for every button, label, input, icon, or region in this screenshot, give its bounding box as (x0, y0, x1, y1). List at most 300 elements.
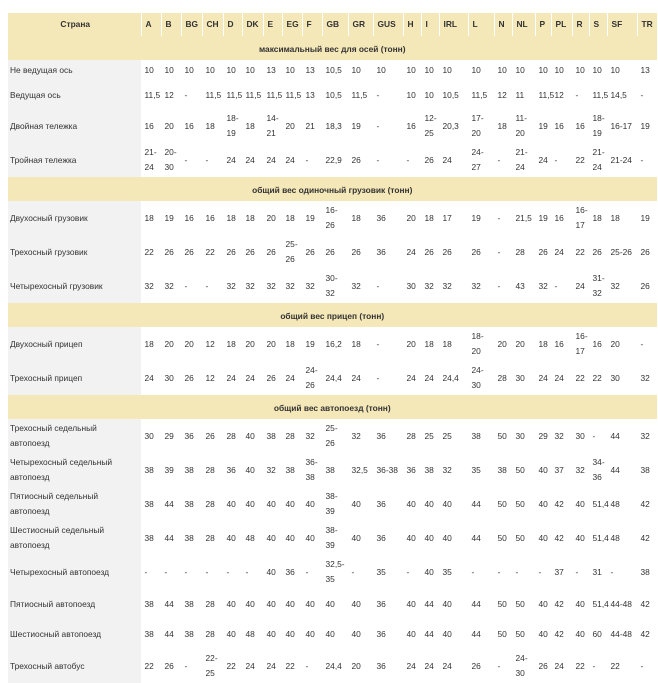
table-cell: 16 (551, 109, 572, 143)
table-cell: 16-17 (572, 327, 589, 361)
table-cell: 42 (637, 619, 657, 649)
table-cell: 40 (263, 555, 282, 589)
table-cell: 28 (494, 361, 512, 395)
table-cell: 10 (242, 60, 263, 81)
table-cell: - (494, 269, 512, 303)
table-cell: 18 (607, 201, 637, 235)
table-cell: 40 (421, 521, 439, 555)
table-cell: 18 (242, 201, 263, 235)
table-cell: 24,4 (439, 361, 468, 395)
table-cell: 38 (141, 453, 161, 487)
row-label: Трехосный автобус (8, 649, 141, 683)
table-cell: - (302, 143, 322, 177)
table-cell: - (373, 109, 403, 143)
section-header-row (8, 36, 657, 60)
table-cell: 40 (223, 487, 242, 521)
table-cell: 10 (282, 60, 302, 81)
table-cell: 38 (141, 487, 161, 521)
table-cell: - (637, 143, 657, 177)
table-cell: 21-24 (607, 143, 637, 177)
table-cell: 18 (421, 201, 439, 235)
table-cell: 28 (202, 487, 223, 521)
table-cell: 42 (637, 487, 657, 521)
table-cell: 44 (468, 619, 494, 649)
country-header-cell: L (468, 13, 494, 36)
row-label: Пятиосный автопоезд (8, 589, 141, 619)
table-cell: 18-19 (223, 109, 242, 143)
table-cell: 18,3 (322, 109, 348, 143)
table-cell: 24-30 (468, 361, 494, 395)
table-cell: 50 (494, 589, 512, 619)
table-cell: 50 (494, 619, 512, 649)
country-header-cell: R (572, 13, 589, 36)
table-cell: 24,4 (322, 361, 348, 395)
table-cell: 32 (348, 419, 373, 453)
table-row (8, 521, 657, 555)
table-cell: 44 (161, 589, 181, 619)
table-cell: 44 (421, 619, 439, 649)
table-cell: 36 (373, 487, 403, 521)
table-cell: 40 (223, 589, 242, 619)
country-header-cell: H (403, 13, 421, 36)
table-cell: 40 (439, 589, 468, 619)
table-cell: 50 (512, 521, 535, 555)
table-cell: 24 (439, 649, 468, 683)
table-cell: - (302, 555, 322, 589)
table-cell: - (589, 649, 607, 683)
table-cell: 30 (512, 419, 535, 453)
weights-table-container (8, 13, 653, 683)
table-cell: 18-20 (468, 327, 494, 361)
table-cell: 36-38 (373, 453, 403, 487)
table-cell: 22 (589, 361, 607, 395)
table-cell: 40 (535, 521, 551, 555)
table-row (8, 327, 657, 361)
table-cell: - (589, 419, 607, 453)
table-cell: 24 (421, 649, 439, 683)
table-cell: 30 (572, 419, 589, 453)
table-row (8, 60, 657, 81)
table-cell: 24 (535, 143, 551, 177)
table-cell: 40 (348, 619, 373, 649)
table-cell: 35 (373, 555, 403, 589)
table-cell: 10 (494, 60, 512, 81)
table-cell: 22 (572, 361, 589, 395)
table-cell: 24 (223, 361, 242, 395)
table-row (8, 419, 657, 453)
table-cell: 24 (141, 361, 161, 395)
table-cell: 28 (403, 419, 421, 453)
table-cell: 44 (468, 521, 494, 555)
table-cell: - (607, 555, 637, 589)
table-row (8, 555, 657, 589)
table-cell: 11,5 (141, 81, 161, 109)
table-cell: 50 (512, 589, 535, 619)
table-cell: 28 (202, 589, 223, 619)
table-cell: 11 (512, 81, 535, 109)
table-cell: 44-48 (607, 589, 637, 619)
table-cell: 26 (348, 235, 373, 269)
table-cell: 24 (242, 361, 263, 395)
table-cell: 32 (439, 269, 468, 303)
table-cell: 12 (202, 327, 223, 361)
country-header-cell: GR (348, 13, 373, 36)
table-cell: 36 (373, 589, 403, 619)
table-cell: 18-19 (589, 109, 607, 143)
table-cell: 22,9 (322, 143, 348, 177)
table-cell: 40 (572, 619, 589, 649)
table-cell: 20 (263, 201, 282, 235)
table-cell: 36 (373, 649, 403, 683)
table-cell: 20-30 (161, 143, 181, 177)
table-cell: 40 (242, 419, 263, 453)
table-cell: 40 (439, 487, 468, 521)
table-cell: 10 (403, 60, 421, 81)
row-label: Ведущая ось (8, 81, 141, 109)
table-cell: - (572, 81, 589, 109)
table-cell: 12 (202, 361, 223, 395)
table-cell: 18 (141, 201, 161, 235)
table-cell: - (161, 555, 181, 589)
table-cell: 32,5-35 (322, 555, 348, 589)
table-cell: 24-30 (512, 649, 535, 683)
table-cell: 36 (373, 419, 403, 453)
country-header-cell: F (302, 13, 322, 36)
table-cell: 26 (223, 235, 242, 269)
table-cell: 21-24 (589, 143, 607, 177)
table-cell: 26 (161, 235, 181, 269)
table-cell: - (373, 361, 403, 395)
table-cell: 42 (551, 619, 572, 649)
table-cell: - (373, 81, 403, 109)
table-cell: 38 (637, 555, 657, 589)
table-cell: - (202, 555, 223, 589)
table-row (8, 81, 657, 109)
table-cell: 18 (282, 327, 302, 361)
section-header-row (8, 303, 657, 327)
table-cell: - (494, 235, 512, 269)
table-cell: 16 (551, 201, 572, 235)
table-cell: 13 (637, 60, 657, 81)
table-cell: 24 (282, 143, 302, 177)
table-cell: 24 (403, 235, 421, 269)
table-cell: - (242, 555, 263, 589)
table-cell: 38 (421, 453, 439, 487)
table-cell: 32 (263, 453, 282, 487)
section-title: максимальный вес для осей (тонн) (8, 36, 657, 60)
table-cell: 42 (551, 487, 572, 521)
table-cell: 25-26 (322, 419, 348, 453)
table-cell: - (181, 649, 202, 683)
table-cell: 20 (263, 327, 282, 361)
table-cell: 32 (637, 419, 657, 453)
table-cell: 26 (535, 235, 551, 269)
table-cell: 24-26 (302, 361, 322, 395)
table-cell: 20 (607, 327, 637, 361)
table-cell: 48 (242, 521, 263, 555)
table-cell: 18 (282, 201, 302, 235)
table-cell: 40 (223, 619, 242, 649)
table-cell: - (572, 555, 589, 589)
table-row (8, 487, 657, 521)
table-cell: - (348, 555, 373, 589)
country-header-cell: I (421, 13, 439, 36)
table-cell: 20 (512, 327, 535, 361)
table-cell: 18 (494, 109, 512, 143)
table-cell: - (637, 327, 657, 361)
table-cell: 40 (572, 521, 589, 555)
table-cell: 10 (535, 60, 551, 81)
table-cell: - (181, 81, 202, 109)
table-cell: 10,5 (322, 81, 348, 109)
table-cell: 11,5 (282, 81, 302, 109)
table-cell: - (494, 555, 512, 589)
table-cell: - (403, 143, 421, 177)
table-cell: 18 (421, 327, 439, 361)
table-cell: 32 (637, 361, 657, 395)
table-cell: 19 (637, 109, 657, 143)
table-cell: 42 (551, 589, 572, 619)
table-cell: 51,4 (589, 521, 607, 555)
table-cell: 26 (421, 143, 439, 177)
table-row (8, 269, 657, 303)
table-cell: - (373, 327, 403, 361)
section-title: общий вес автопоезд (тонн) (8, 395, 657, 419)
table-cell: 30 (161, 361, 181, 395)
table-cell: 38 (181, 619, 202, 649)
section-header-row (8, 395, 657, 419)
table-cell: 10,5 (439, 81, 468, 109)
table-cell: 17 (439, 201, 468, 235)
country-header-cell: N (494, 13, 512, 36)
row-label: Трехосный седельный автопоезд (8, 419, 141, 453)
table-cell: 40 (535, 619, 551, 649)
row-label: Двойная тележка (8, 109, 141, 143)
table-cell: 35 (439, 555, 468, 589)
table-cell: 21-24 (141, 143, 161, 177)
table-cell: 11,5 (223, 81, 242, 109)
row-label: Трехосный прицеп (8, 361, 141, 395)
country-header-cell: S (589, 13, 607, 36)
table-cell: 22 (223, 649, 242, 683)
table-cell: 26 (535, 649, 551, 683)
table-cell: 37 (551, 453, 572, 487)
table-cell: 40 (263, 487, 282, 521)
table-cell: 14-21 (263, 109, 282, 143)
country-header-cell: E (263, 13, 282, 36)
table-cell: 22 (141, 649, 161, 683)
country-header-cell: NL (512, 13, 535, 36)
table-cell: 48 (607, 521, 637, 555)
table-cell: 26 (348, 143, 373, 177)
table-cell: 40 (282, 521, 302, 555)
table-cell: 13 (302, 81, 322, 109)
table-cell: 12 (494, 81, 512, 109)
table-cell: 40 (242, 487, 263, 521)
table-cell: 18 (535, 327, 551, 361)
table-cell: 16 (181, 109, 202, 143)
table-cell: 14,5 (607, 81, 637, 109)
table-cell: 40 (535, 487, 551, 521)
table-cell: 40 (403, 589, 421, 619)
weights-table (8, 13, 658, 683)
table-cell: 42 (637, 521, 657, 555)
table-cell: - (202, 269, 223, 303)
table-cell: 36 (373, 201, 403, 235)
table-cell: 48 (242, 619, 263, 649)
table-row (8, 361, 657, 395)
table-cell: 44 (161, 487, 181, 521)
header-row (8, 13, 657, 36)
table-cell: 26 (202, 419, 223, 453)
table-cell: 26 (421, 235, 439, 269)
table-cell: 40 (348, 589, 373, 619)
table-cell: 40 (282, 619, 302, 649)
table-cell: 10 (607, 60, 637, 81)
table-cell: 24 (263, 649, 282, 683)
table-cell: - (181, 269, 202, 303)
table-cell: 40 (439, 521, 468, 555)
table-cell: 16 (572, 109, 589, 143)
table-cell: 20,3 (439, 109, 468, 143)
table-cell: 21-24 (512, 143, 535, 177)
table-cell: 18 (141, 327, 161, 361)
table-cell: 11,5 (202, 81, 223, 109)
table-cell: 40 (263, 521, 282, 555)
table-cell: 44 (607, 453, 637, 487)
row-label: Двухосный грузовик (8, 201, 141, 235)
table-cell: 20 (403, 327, 421, 361)
table-cell: 38 (141, 589, 161, 619)
table-cell: - (535, 555, 551, 589)
table-cell: 10 (348, 60, 373, 81)
table-cell: 40 (302, 521, 322, 555)
table-cell: 48 (607, 487, 637, 521)
table-cell: 24 (421, 361, 439, 395)
table-cell: 32 (439, 453, 468, 487)
table-row (8, 589, 657, 619)
table-cell: 10 (141, 60, 161, 81)
table-cell: 40 (403, 487, 421, 521)
table-cell: 11,5 (263, 81, 282, 109)
table-cell: - (494, 649, 512, 683)
row-label: Шестиосный автопоезд (8, 619, 141, 649)
table-row (8, 109, 657, 143)
table-cell: 32 (263, 269, 282, 303)
table-cell: 32 (161, 269, 181, 303)
section-title: общий вес прицеп (тонн) (8, 303, 657, 327)
table-cell: 44 (421, 589, 439, 619)
table-cell: 26 (181, 235, 202, 269)
table-cell: - (302, 649, 322, 683)
table-cell: - (494, 201, 512, 235)
table-cell: 28 (202, 619, 223, 649)
table-cell: 24-27 (468, 143, 494, 177)
table-cell: - (141, 555, 161, 589)
table-cell: 31-32 (589, 269, 607, 303)
table-cell: 11,5 (242, 81, 263, 109)
table-cell: 32 (535, 269, 551, 303)
table-cell: 38 (141, 521, 161, 555)
table-cell: 10 (181, 60, 202, 81)
table-cell: 26 (468, 649, 494, 683)
table-cell: 38 (141, 619, 161, 649)
table-cell: 24 (551, 649, 572, 683)
table-cell: 44 (161, 521, 181, 555)
table-cell: 28 (282, 419, 302, 453)
table-cell: 21,5 (512, 201, 535, 235)
table-cell: - (637, 81, 657, 109)
table-cell: 18 (223, 327, 242, 361)
table-cell: 12-25 (421, 109, 439, 143)
table-cell: 38 (181, 589, 202, 619)
table-cell: 19 (302, 201, 322, 235)
table-cell: 38 (637, 453, 657, 487)
table-cell: 24 (242, 649, 263, 683)
table-cell: 40 (322, 589, 348, 619)
table-cell: 32 (302, 269, 322, 303)
table-cell: 19 (468, 201, 494, 235)
table-cell: 11,5 (348, 81, 373, 109)
table-cell: 16 (141, 109, 161, 143)
table-cell: 10 (439, 60, 468, 81)
country-header-cell: A (141, 13, 161, 36)
country-header-cell: TR (637, 13, 657, 36)
table-cell: 25-26 (282, 235, 302, 269)
table-cell: 36 (373, 521, 403, 555)
table-cell: 36 (373, 235, 403, 269)
table-cell: 19 (161, 201, 181, 235)
table-cell: 40 (348, 521, 373, 555)
section-title: общий вес одиночный грузовик (тонн) (8, 177, 657, 201)
table-cell: - (512, 555, 535, 589)
table-cell: 26 (439, 235, 468, 269)
table-cell: 50 (494, 419, 512, 453)
table-cell: 29 (161, 419, 181, 453)
table-cell: 28 (512, 235, 535, 269)
table-cell: 20 (181, 327, 202, 361)
country-header-cell: GB (322, 13, 348, 36)
table-cell: 20 (494, 327, 512, 361)
country-header-cell: GUS (373, 13, 403, 36)
table-cell: 11,5 (535, 81, 551, 109)
table-cell: 32 (223, 269, 242, 303)
table-cell: 44-48 (607, 619, 637, 649)
row-label: Четырехосный грузовик (8, 269, 141, 303)
table-cell: 40 (535, 453, 551, 487)
table-cell: 18 (348, 201, 373, 235)
country-header-cell: SF (607, 13, 637, 36)
table-cell: 24 (551, 361, 572, 395)
row-label: Тройная тележка (8, 143, 141, 177)
table-cell: 40 (403, 619, 421, 649)
table-cell: 40 (348, 487, 373, 521)
country-header-cell: BG (181, 13, 202, 36)
table-cell: 18 (348, 327, 373, 361)
table-cell: 38 (181, 521, 202, 555)
row-label: Трехосный грузовик (8, 235, 141, 269)
table-cell: 17-20 (468, 109, 494, 143)
table-cell: 16 (551, 327, 572, 361)
table-cell: 20 (242, 327, 263, 361)
table-cell: 38 (263, 419, 282, 453)
table-cell: 10 (223, 60, 242, 81)
table-cell: 50 (512, 619, 535, 649)
table-cell: 40 (282, 487, 302, 521)
table-cell: 30 (607, 361, 637, 395)
table-row (8, 649, 657, 683)
table-cell: 10 (161, 60, 181, 81)
